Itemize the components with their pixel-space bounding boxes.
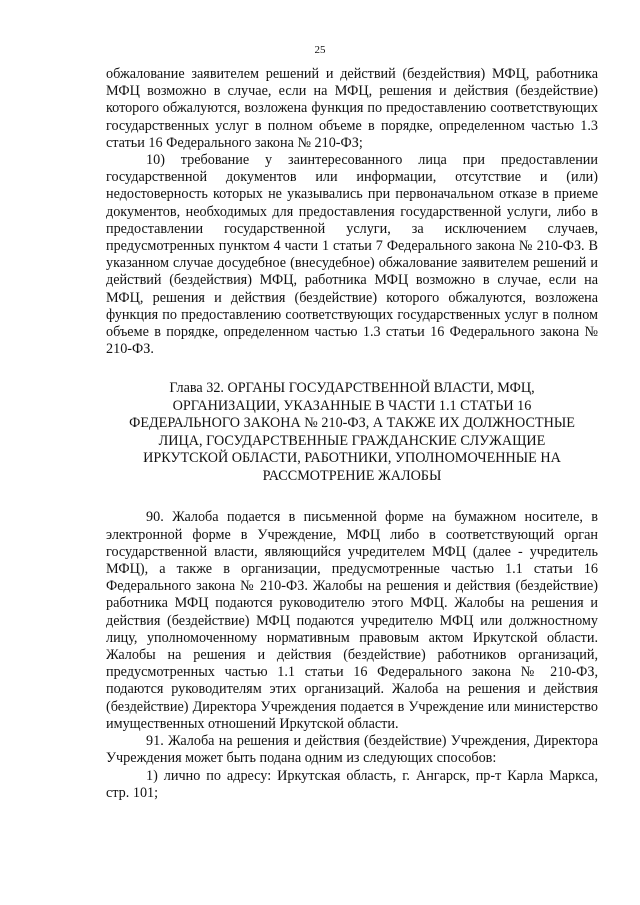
paragraph-91: 91. Жалоба на решения и действия (бездействие) Учреждения, Директора Учреждения может быть подана одним из следующих способов:: [106, 733, 598, 767]
paragraph-90: 90. Жалоба подается в письменной форме на бумажном носителе, в электронной форме в Учреждение, МФЦ либо в соответствующий орган государственной власти, являющийся учредителем МФЦ (далее - учредитель МФЦ), а также в организации, предусмотренные частью 1.1 статьи 16 Федерального закона № 210-ФЗ. Жалобы на решения и действия (бездействие) работника МФЦ подаются руководителю этого МФЦ. Жалобы на решения и действия (бездействие) МФЦ подаются учредителю МФЦ или должностному лицу, уполномоченному нормативным правовым актом Иркутской области. Жалобы на решения и действия (бездействие) работников организаций, предусмотренных частью 1.1 статьи 16 Федерального закона № 210-ФЗ, подаются руководителям этих организаций. Жалоба на решения и действия (бездействие) Директора Учреждения подается в Учреждение или министерство имущественных отношений Иркутской области.: [106, 509, 598, 732]
page-number: 25: [314, 44, 326, 56]
chapter-heading-line: РАССМОТРЕНИЕ ЖАЛОБЫ: [262, 467, 442, 484]
chapter-heading-line: ОРГАНИЗАЦИИ, УКАЗАННЫЕ В ЧАСТИ 1.1 СТАТЬИ 16: [172, 397, 532, 414]
document-body: [106, 66, 598, 802]
paragraph-91-item-1: 1) лично по адресу: Иркутская область, г. Ангарск, пр-т Карла Маркса, стр. 101;: [106, 767, 598, 801]
chapter-heading: [106, 380, 598, 485]
chapter-heading-line: ФЕДЕРАЛЬНОГО ЗАКОНА № 210-ФЗ, А ТАКЖЕ ИХ ДОЛЖНОСТНЫЕ: [129, 415, 575, 432]
paragraph-item-10: 10) требование у заинтересованного лица при предоставлении государственной документов или информации, отсутствие и (или) недостоверность которых не указывались при первоначальном отказе в приеме документов, необходимых для предоставления государственной услуги, либо в предоставлении государственной услуги, за исключением случаев, предусмотренных пунктом 4 части 1 статьи 7 Федерального закона № 210-ФЗ. В указанном случае досудебное (внесудебное) обжалование заявителем решений и действий (бездействия) МФЦ, работника МФЦ возможно в случае, если на МФЦ, решения и действия (бездействие) которого обжалуются, возложена функция по предоставлению соответствующих государственных услуг в полном объеме в порядке, определенном частью 1.3 статьи 16 Федерального закона № 210-ФЗ.: [106, 152, 598, 358]
chapter-heading-line: Глава 32. ОРГАНЫ ГОСУДАРСТВЕННОЙ ВЛАСТИ, МФЦ,: [169, 380, 535, 397]
paragraph-continuation: обжалование заявителем решений и действий (бездействия) МФЦ, работника МФЦ возможно в случае, если на МФЦ, решения и действия (бездействие) которого обжалуются, возложена функция по предоставлению соответствующих государственных услуг в полном объеме в порядке, определенном частью 1.3 статьи 16 Федерального закона № 210-ФЗ;: [106, 66, 598, 151]
chapter-heading-line: ЛИЦА, ГОСУДАРСТВЕННЫЕ ГРАЖДАНСКИЕ СЛУЖАЩИЕ: [158, 432, 546, 449]
chapter-heading-line: ИРКУТСКОЙ ОБЛАСТИ, РАБОТНИКИ, УПОЛНОМОЧЕННЫЕ НА: [143, 450, 561, 467]
